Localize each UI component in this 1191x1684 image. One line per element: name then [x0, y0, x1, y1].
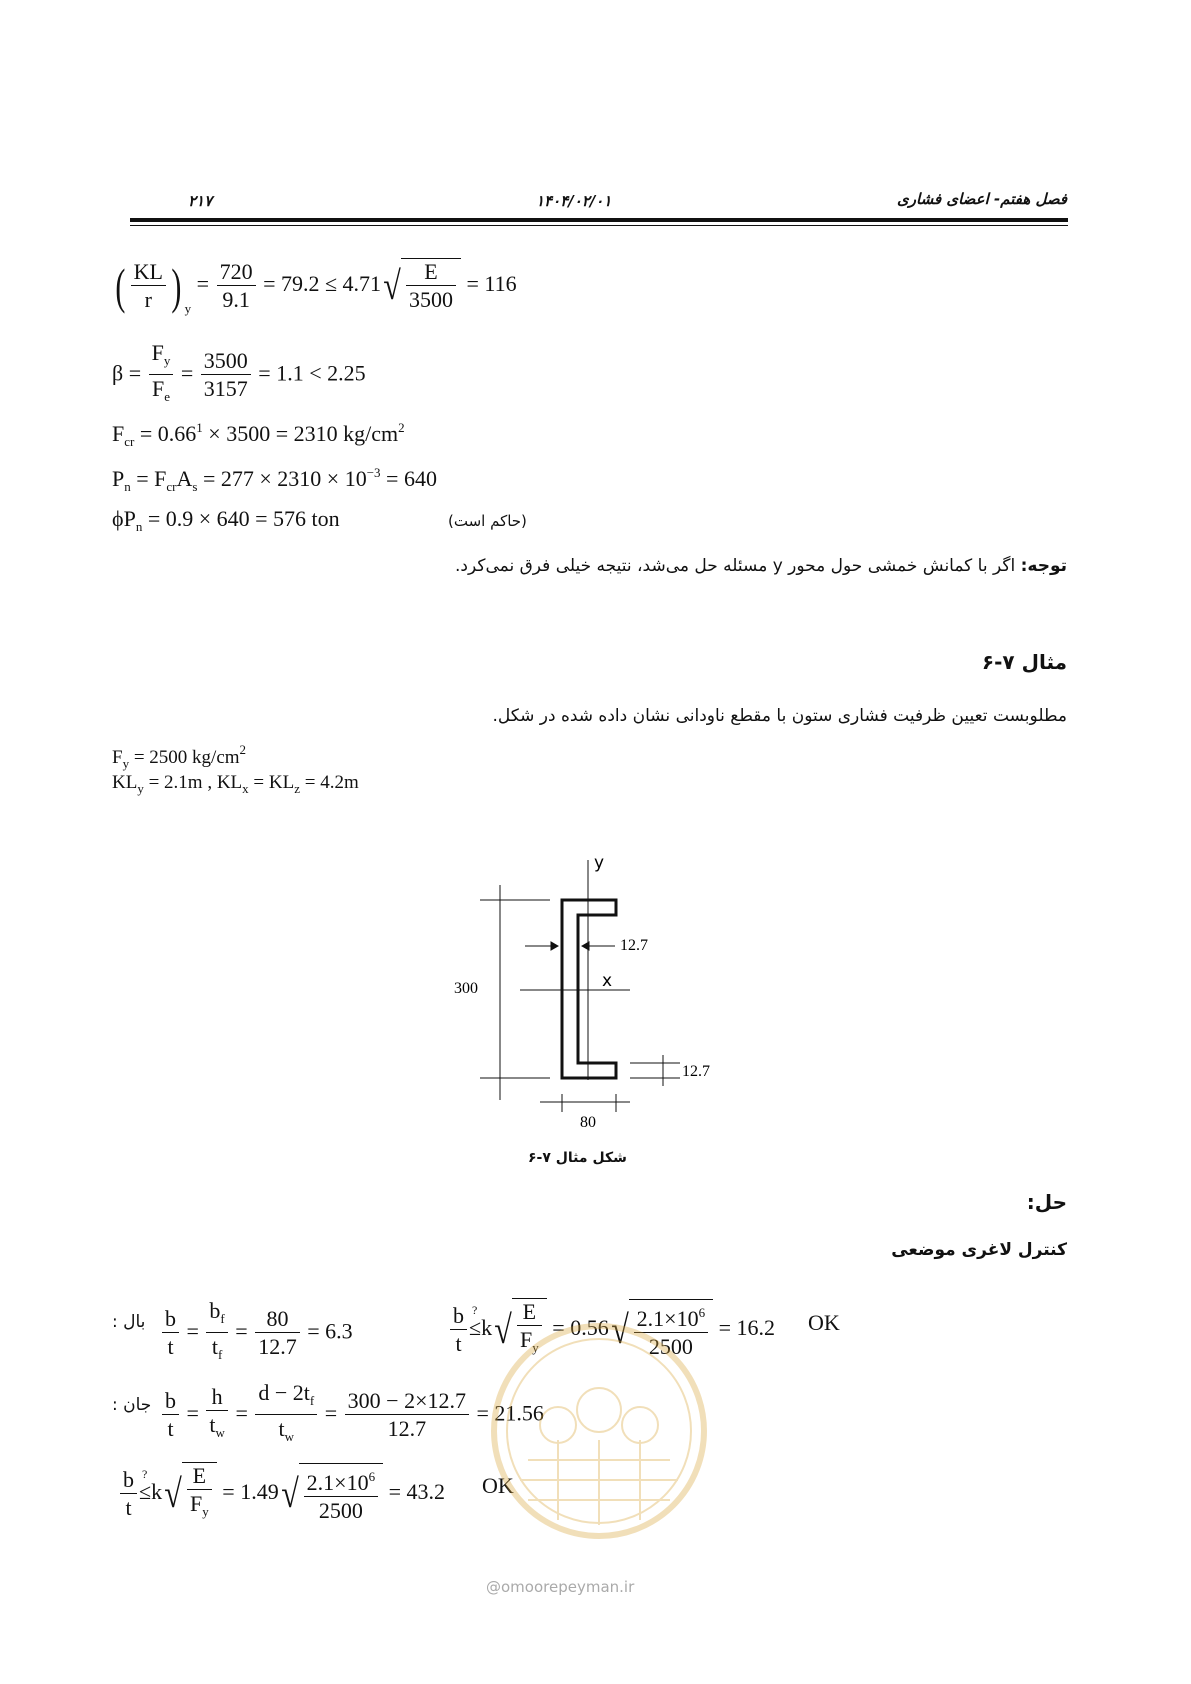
equation-web-ratio: $\frac{b}{t}$ = $\frac{h}{t_w}$ = $\frac{d - 2t_f}{t_w}$ = $\frac{300 - 2\times 12.7}{12.7}$ = 21.56 — [160, 1380, 544, 1451]
given-fy: $F_y = 2500$ $kg/cm^2$ — [112, 742, 247, 771]
figure-caption: شکل مثال ۷-۶ — [528, 1150, 627, 1166]
example-statement: مطلوبست تعیین ظرفیت فشاری ستون با مقطع ناودانی نشان داده شده در شکل. — [492, 706, 1067, 726]
flange-label: : بال — [112, 1312, 146, 1332]
equation-slenderness: ( $\frac{KL}{r}$ ) $_y$ = $\frac{720}{9.1}$ = 79.2 ≤ 4.71√ $\frac{E}{3500}$ = 116 — [115, 258, 517, 317]
note-paragraph: توجه: اگر با کمانش خمشی حول محور y مسئله حل می‌شد، نتیجه خیلی فرق نمی‌کرد. — [455, 556, 1067, 576]
web-thickness-label: 12.7 — [620, 937, 648, 954]
example-title: مثال ۷-۶ — [981, 650, 1067, 674]
equation-web-limit: $\frac{b}{t}$ ? ≤k√ $\frac{E}{F_y}$ = 1.49√ $\frac{2.1\times 10^6}{2500}$ = 43.2 — [118, 1462, 445, 1526]
height-label: 300 — [454, 980, 478, 997]
y-axis-label: y — [594, 853, 605, 873]
channel-section-figure — [454, 850, 740, 1131]
header-rule — [130, 218, 1068, 222]
equation-phipn: $\phi P_n = 0.9 \times 640 = 576$ ton — [112, 506, 340, 534]
page-number: ۲۱۷ — [188, 192, 213, 210]
equation-beta: β = $\frac{F_y}{F_e}$ = $\frac{3500}{3157}$ = 1.1 < 2.25 — [112, 340, 366, 404]
solution-subtitle: کنترل لاغری موضعی — [891, 1240, 1067, 1260]
given-kl: $KL_y = 2.1m$ , $KL_x = KL_z = 4.2m$ — [112, 772, 359, 796]
web-ok: OK — [482, 1473, 514, 1498]
watermark-url: @omoorepeyman.ir — [486, 1578, 635, 1596]
x-axis-label: x — [602, 971, 613, 991]
web-label: : جان — [112, 1395, 152, 1415]
flange-ok: OK — [808, 1310, 840, 1335]
watermark-seal — [488, 1320, 710, 1542]
solution-title: حل: — [1026, 1190, 1067, 1214]
header-date: ۱۴۰۴/۰۲/۰۱ — [536, 192, 612, 210]
equation-flange-ratio: $\frac{b}{t}$ = $\frac{b_f}{t_f}$ = $\frac{80}{12.7}$ = 6.3 — [160, 1298, 353, 1369]
equation-pn: $P_n = F_{cr}A_s = 277 \times 2310 \times 10^{-3} = 640$ — [112, 465, 437, 494]
equation-fcr: $F_{cr} = 0.66^1 \times 3500 = 2310$ $kg/cm^2$ — [112, 420, 405, 449]
flange-thickness-label: 12.7 — [682, 1063, 710, 1080]
width-label: 80 — [580, 1114, 596, 1131]
header-rule-thin — [130, 225, 1068, 226]
governs-note: (حاکم است) — [448, 512, 527, 530]
equation-flange-limit: $\frac{b}{t}$ ? ≤k√ $\frac{E}{F_y}$ = 0.56√ $\frac{2.1\times 10^6}{2500}$ = 16.2 — [448, 1298, 775, 1362]
chapter-title: فصل هفتم- اعضای فشاری — [897, 190, 1067, 208]
